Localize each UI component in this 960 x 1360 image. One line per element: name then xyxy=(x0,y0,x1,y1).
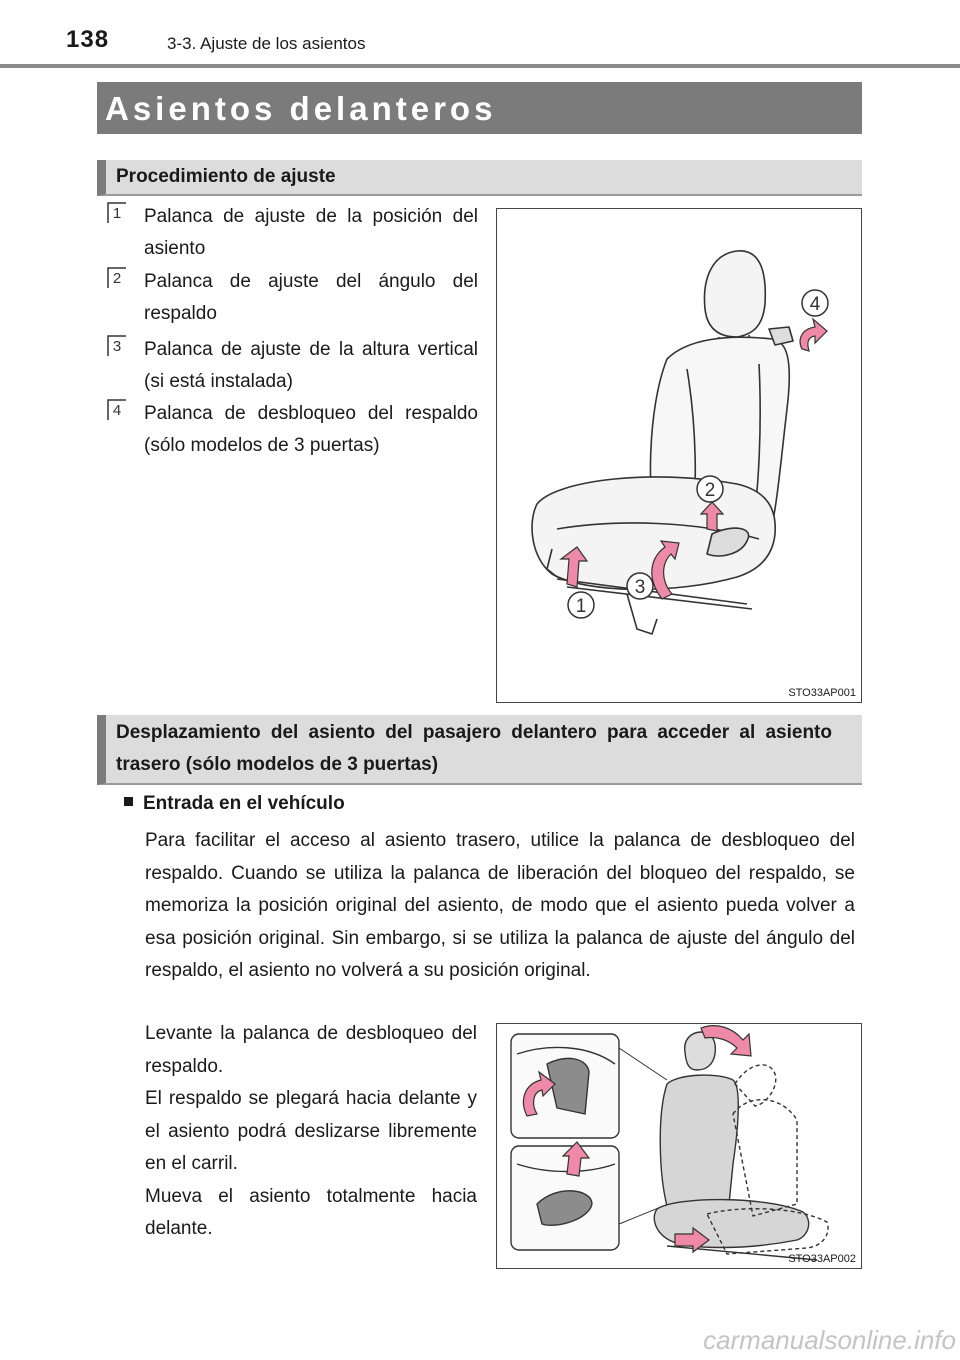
step-text: Levante la palanca de desbloqueo del respaldo. xyxy=(145,1023,477,1077)
seat-illustration xyxy=(497,209,861,702)
number-2-icon xyxy=(106,266,128,290)
steps-paragraph xyxy=(145,1018,477,1246)
section-heading-passenger xyxy=(97,715,862,785)
seat-fold-figure xyxy=(496,1023,862,1269)
callout-2: 2 xyxy=(704,480,716,501)
page-title-bar xyxy=(97,82,862,134)
seat-fold-illustration xyxy=(497,1024,861,1268)
list-item-text: Palanca de ajuste de la altura vertical (si está instalada) xyxy=(144,339,478,392)
list-item xyxy=(100,201,478,265)
arrow-4-icon xyxy=(800,319,827,351)
page-number: 138 xyxy=(66,26,110,53)
list-item-text: Palanca de ajuste de la posición del asiento xyxy=(144,206,478,259)
list-item xyxy=(100,334,478,398)
step-text: Mueva el asiento totalmente hacia delante. xyxy=(145,1185,477,1239)
badge-number: 4 xyxy=(112,402,122,419)
page-title: Asientos delanteros xyxy=(105,90,497,127)
number-4-icon xyxy=(106,398,128,422)
badge-number: 2 xyxy=(112,270,122,287)
list-item-text: Palanca de desbloqueo del respaldo (sólo modelos de 3 puertas) xyxy=(144,403,478,456)
callout-4: 4 xyxy=(809,294,821,315)
square-bullet-icon xyxy=(124,797,133,806)
figure-code: STO33AP001 xyxy=(788,687,856,699)
number-3-icon xyxy=(106,334,128,358)
figure-code: STO33AP002 xyxy=(788,1253,856,1265)
callout-3: 3 xyxy=(634,577,646,598)
section-heading-text: Procedimiento de ajuste xyxy=(116,166,336,187)
badge-number: 1 xyxy=(112,205,122,222)
section-heading-text: Desplazamiento del asiento del pasajero delantero para acceder al asiento trasero (sólo modelos de 3 puertas) xyxy=(116,722,832,775)
section-reference: 3-3. Ajuste de los asientos xyxy=(167,34,366,53)
body-paragraph: Para facilitar el acceso al asiento trasero, utilice la palanca de desbloqueo del respaldo. Cuando se utiliza la palanca de liberación del bloqueo del respaldo, se memoriza la posición original del asiento, de modo que el asiento pueda volver a esa posición original. Sin embargo, si se utiliza la palanca de ajuste del ángulo del respaldo, el asiento no volverá a su posición original. xyxy=(145,830,855,981)
watermark: carmanualsonline.info xyxy=(703,1325,956,1355)
header-divider xyxy=(0,64,960,68)
number-1-icon xyxy=(106,201,128,225)
badge-number: 3 xyxy=(112,338,122,355)
list-item-text: Palanca de ajuste del ángulo del respaldo xyxy=(144,271,478,324)
bullet-heading-text: Entrada en el vehículo xyxy=(143,793,345,814)
list-item xyxy=(100,266,478,330)
bullet-heading xyxy=(124,793,345,815)
step-text: El respaldo se plegará hacia delante y el asiento podrá deslizarse libremente en el carril. xyxy=(145,1088,477,1174)
section-heading-adjustment xyxy=(97,160,862,196)
seat-adjustment-figure xyxy=(496,208,862,703)
list-item xyxy=(100,398,478,462)
callout-1: 1 xyxy=(575,596,587,617)
